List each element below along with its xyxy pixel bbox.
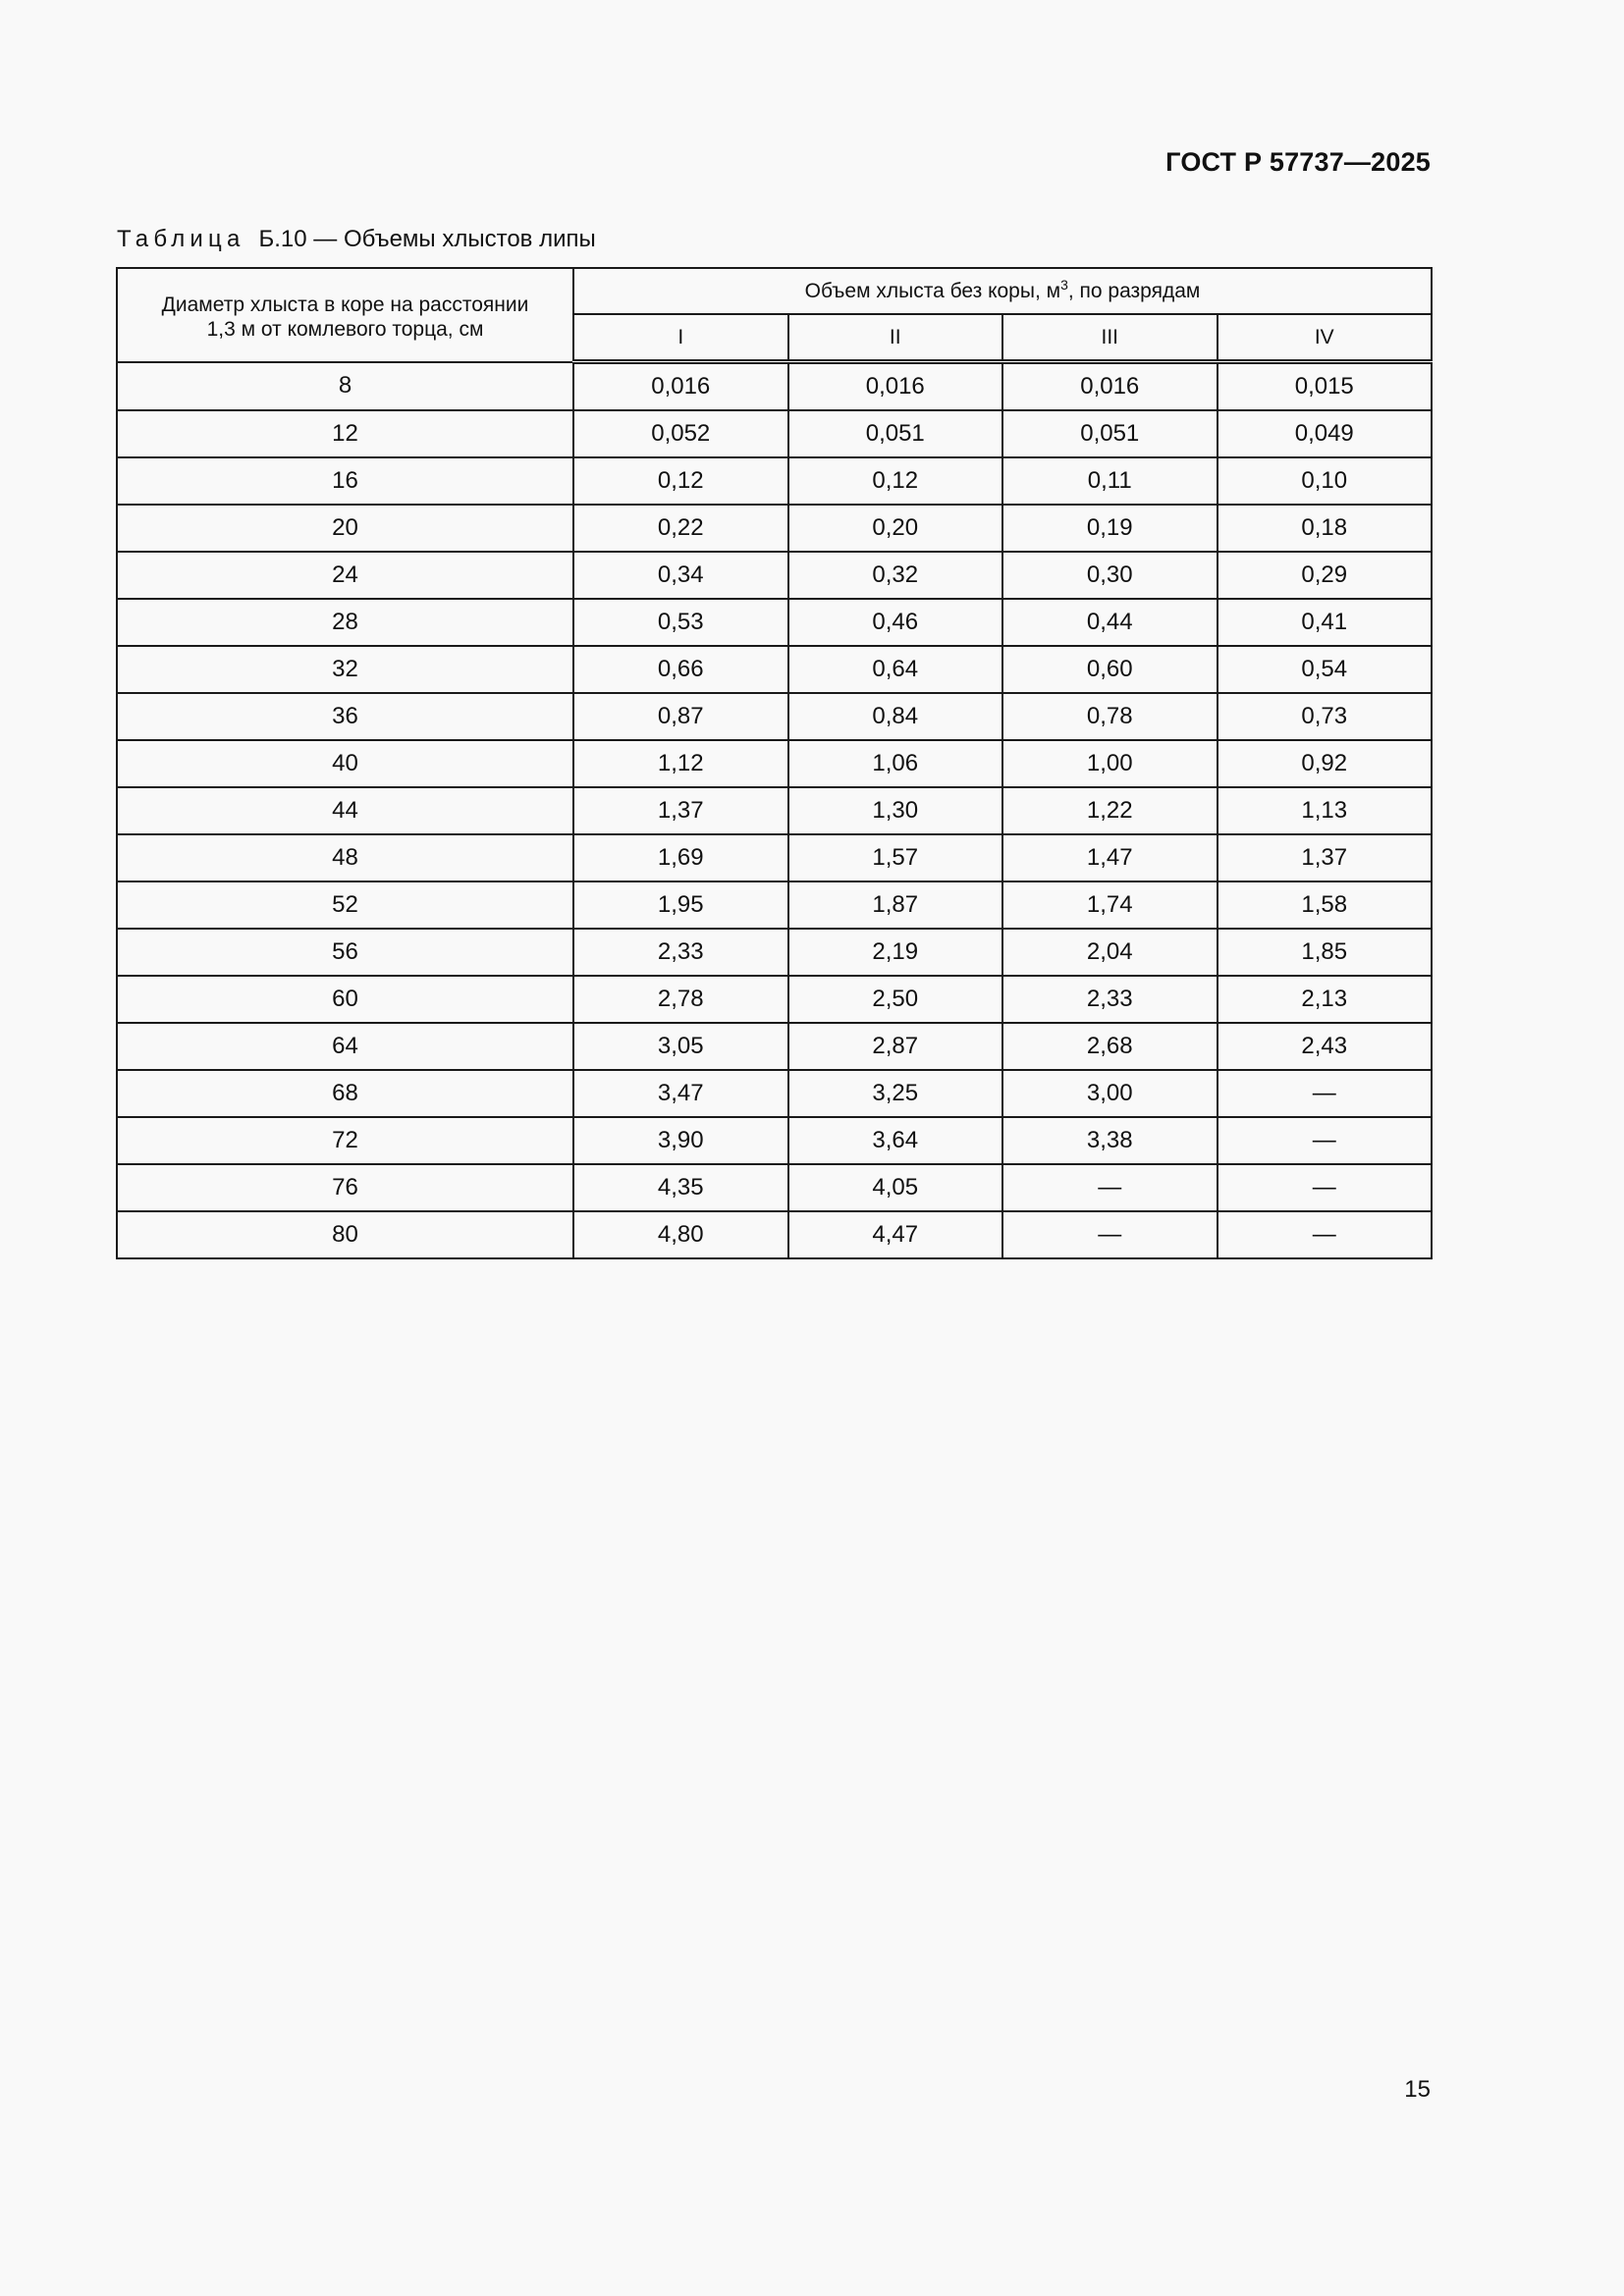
volume-cell: 1,95 <box>573 881 788 929</box>
category-header: I <box>573 314 788 362</box>
diameter-cell: 44 <box>117 787 573 834</box>
diameter-cell: 36 <box>117 693 573 740</box>
category-header: III <box>1002 314 1218 362</box>
table-caption <box>117 226 596 253</box>
volume-cell: 0,22 <box>573 505 788 552</box>
volume-cell: 0,44 <box>1002 599 1218 646</box>
diameter-cell: 68 <box>117 1070 573 1117</box>
volume-cell: 4,35 <box>573 1164 788 1211</box>
table-row <box>117 1117 1432 1164</box>
diameter-cell: 76 <box>117 1164 573 1211</box>
diameter-cell: 56 <box>117 929 573 976</box>
volume-cell: 1,87 <box>788 881 1003 929</box>
volume-cell: 3,38 <box>1002 1117 1218 1164</box>
diameter-cell: 24 <box>117 552 573 599</box>
volume-cell: 0,64 <box>788 646 1003 693</box>
page-number: 15 <box>1404 2076 1431 2103</box>
volume-cell: 1,22 <box>1002 787 1218 834</box>
volume-cell: 0,015 <box>1218 362 1433 411</box>
volume-cell: 2,33 <box>573 929 788 976</box>
volume-cell: 0,19 <box>1002 505 1218 552</box>
volume-header-text: Объем хлыста без коры, м <box>804 279 1061 302</box>
volume-cell: 4,05 <box>788 1164 1003 1211</box>
diameter-cell: 48 <box>117 834 573 881</box>
volume-cell: 0,32 <box>788 552 1003 599</box>
volume-cell: 0,049 <box>1218 410 1433 457</box>
volume-cell: 1,74 <box>1002 881 1218 929</box>
diameter-cell: 32 <box>117 646 573 693</box>
diameter-cell: 8 <box>117 362 573 411</box>
diameter-cell: 52 <box>117 881 573 929</box>
volume-cell: — <box>1002 1211 1218 1258</box>
volume-cell: 1,37 <box>573 787 788 834</box>
diameter-column-header <box>117 268 573 362</box>
volume-cell: 0,66 <box>573 646 788 693</box>
volume-cell: 2,68 <box>1002 1023 1218 1070</box>
volume-header-suffix: , по разрядам <box>1067 279 1201 302</box>
table-row <box>117 646 1432 693</box>
volume-cell: 4,47 <box>788 1211 1003 1258</box>
table-body <box>117 362 1432 1259</box>
volume-cell: 3,47 <box>573 1070 788 1117</box>
volume-cell: 0,34 <box>573 552 788 599</box>
diameter-cell: 28 <box>117 599 573 646</box>
volume-cell: 1,69 <box>573 834 788 881</box>
volume-cell: 1,85 <box>1218 929 1433 976</box>
volume-cell: 0,12 <box>788 457 1003 505</box>
volume-cell: 0,84 <box>788 693 1003 740</box>
volume-cell: 0,54 <box>1218 646 1433 693</box>
volume-cell: 0,052 <box>573 410 788 457</box>
table-row <box>117 1023 1432 1070</box>
volume-cell: 1,13 <box>1218 787 1433 834</box>
volume-cell: — <box>1002 1164 1218 1211</box>
diameter-cell: 80 <box>117 1211 573 1258</box>
volume-header-superscript: 3 <box>1060 276 1068 293</box>
volume-cell: 3,00 <box>1002 1070 1218 1117</box>
table-row <box>117 881 1432 929</box>
volume-table <box>116 267 1433 1259</box>
volume-cell: 0,11 <box>1002 457 1218 505</box>
diameter-cell: 72 <box>117 1117 573 1164</box>
volume-cell: 0,60 <box>1002 646 1218 693</box>
volume-cell: 1,06 <box>788 740 1003 787</box>
category-header: IV <box>1218 314 1433 362</box>
volume-cell: 2,43 <box>1218 1023 1433 1070</box>
volume-cell: 0,92 <box>1218 740 1433 787</box>
volume-cell: 1,57 <box>788 834 1003 881</box>
volume-cell: 2,33 <box>1002 976 1218 1023</box>
table-row <box>117 457 1432 505</box>
table-caption-label: Таблица <box>117 226 245 252</box>
table-row <box>117 552 1432 599</box>
table-row <box>117 1211 1432 1258</box>
volume-cell: 2,78 <box>573 976 788 1023</box>
volume-cell: 4,80 <box>573 1211 788 1258</box>
diameter-cell: 20 <box>117 505 573 552</box>
volume-group-header <box>573 268 1432 314</box>
volume-cell: 1,37 <box>1218 834 1433 881</box>
volume-cell: 2,13 <box>1218 976 1433 1023</box>
document-code: ГОСТ Р 57737—2025 <box>1165 147 1431 177</box>
table-row <box>117 929 1432 976</box>
table-row <box>117 740 1432 787</box>
table-row <box>117 362 1432 411</box>
volume-cell: 2,50 <box>788 976 1003 1023</box>
volume-cell: 1,12 <box>573 740 788 787</box>
volume-cell: 0,87 <box>573 693 788 740</box>
diameter-cell: 64 <box>117 1023 573 1070</box>
table-row <box>117 976 1432 1023</box>
table-row <box>117 410 1432 457</box>
table-row <box>117 505 1432 552</box>
volume-cell: — <box>1218 1164 1433 1211</box>
volume-cell: 3,90 <box>573 1117 788 1164</box>
volume-cell: 3,05 <box>573 1023 788 1070</box>
volume-cell: 0,78 <box>1002 693 1218 740</box>
volume-cell: 2,87 <box>788 1023 1003 1070</box>
volume-cell: 0,10 <box>1218 457 1433 505</box>
table-row <box>117 693 1432 740</box>
volume-cell: 2,19 <box>788 929 1003 976</box>
volume-cell: 0,12 <box>573 457 788 505</box>
volume-cell: — <box>1218 1211 1433 1258</box>
table-caption-text: Б.10 — Объемы хлыстов липы <box>258 226 596 252</box>
volume-cell: 0,46 <box>788 599 1003 646</box>
category-header: II <box>788 314 1003 362</box>
diameter-cell: 40 <box>117 740 573 787</box>
volume-cell: — <box>1218 1117 1433 1164</box>
diameter-cell: 60 <box>117 976 573 1023</box>
diameter-header-line1: Диаметр хлыста в коре на расстоянии <box>161 293 529 316</box>
volume-cell: — <box>1218 1070 1433 1117</box>
volume-cell: 0,41 <box>1218 599 1433 646</box>
volume-cell: 0,73 <box>1218 693 1433 740</box>
volume-cell: 0,20 <box>788 505 1003 552</box>
table-row <box>117 1164 1432 1211</box>
table-row <box>117 787 1432 834</box>
table-row <box>117 599 1432 646</box>
volume-cell: 1,47 <box>1002 834 1218 881</box>
volume-cell: 0,016 <box>573 362 788 411</box>
volume-cell: 0,051 <box>1002 410 1218 457</box>
volume-cell: 0,016 <box>1002 362 1218 411</box>
volume-cell: 3,64 <box>788 1117 1003 1164</box>
volume-cell: 2,04 <box>1002 929 1218 976</box>
volume-cell: 1,00 <box>1002 740 1218 787</box>
volume-cell: 0,30 <box>1002 552 1218 599</box>
volume-cell: 0,18 <box>1218 505 1433 552</box>
diameter-cell: 16 <box>117 457 573 505</box>
volume-cell: 0,29 <box>1218 552 1433 599</box>
diameter-cell: 12 <box>117 410 573 457</box>
volume-cell: 0,016 <box>788 362 1003 411</box>
volume-cell: 1,30 <box>788 787 1003 834</box>
volume-cell: 0,53 <box>573 599 788 646</box>
diameter-header-line2: 1,3 м от комлевого торца, см <box>206 317 484 341</box>
volume-cell: 0,051 <box>788 410 1003 457</box>
table-row <box>117 1070 1432 1117</box>
volume-cell: 1,58 <box>1218 881 1433 929</box>
table-row <box>117 834 1432 881</box>
volume-cell: 3,25 <box>788 1070 1003 1117</box>
